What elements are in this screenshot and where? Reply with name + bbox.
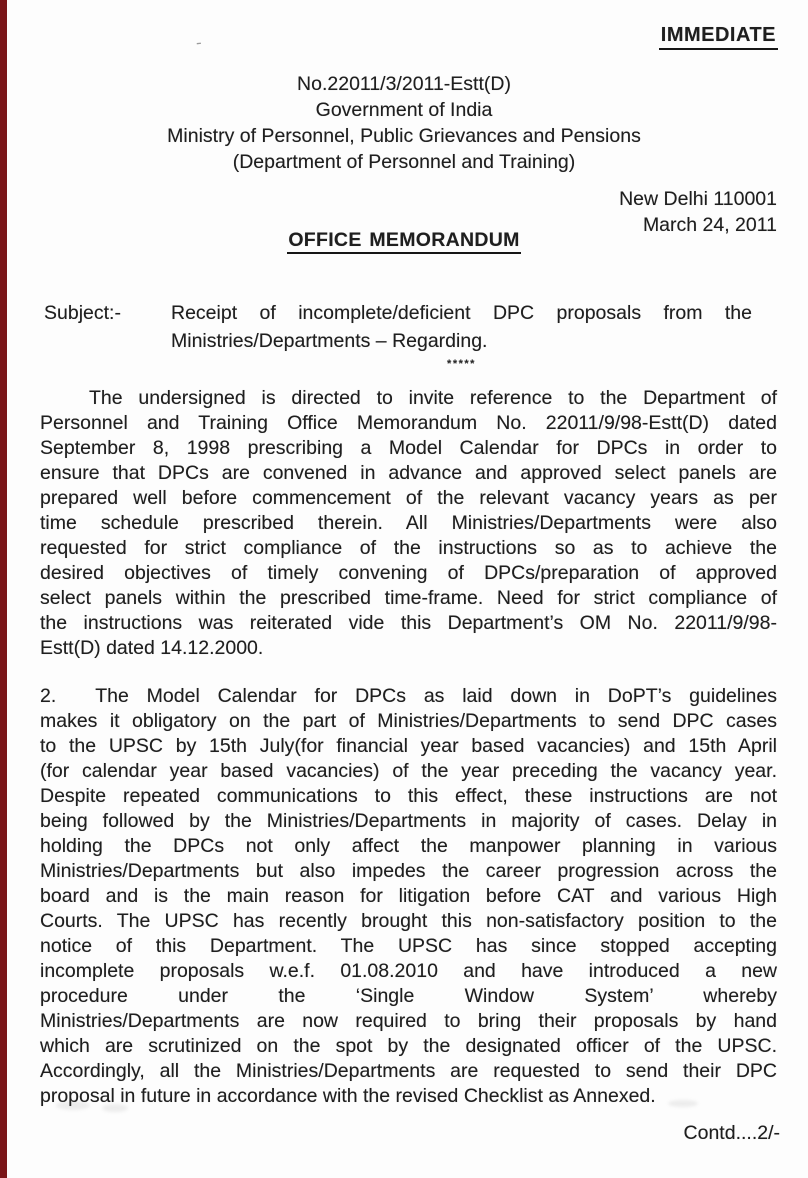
text-line: Ministries/Departments are now required to bring their proposals by hand	[40, 1010, 777, 1032]
text-line: select panels within the prescribed time-frame. Need for strict compliance of	[40, 587, 777, 609]
subject-text	[171, 299, 752, 369]
text-line: The undersigned is directed to invite reference to the Department of	[89, 387, 777, 409]
text-line: board and is the main reason for litigation before CAT and various High	[40, 885, 777, 907]
continuation-note: Contd....2/-	[683, 1122, 780, 1144]
text-line: 2. The Model Calendar for DPCs as laid down in DoPT’s guidelines	[40, 685, 777, 707]
text-line: (for calendar year based vacancies) of the year preceding the vacancy year.	[40, 760, 777, 782]
text-line: desired objectives of timely convening of DPCs/preparation of approved	[40, 562, 777, 584]
text-line: proposal in future in accordance with the revised Checklist as Annexed.	[40, 1085, 656, 1107]
text-line: being followed by the Ministries/Departments in majority of cases. Delay in	[40, 810, 777, 832]
text-line: requested for strict compliance of the instructions so as to achieve the	[40, 537, 777, 559]
scan-edge-bar	[0, 0, 7, 1178]
letterhead	[0, 71, 808, 175]
text-line: Courts. The UPSC has recently brought this non-satisfactory position to the	[40, 910, 777, 932]
government-line: Government of India	[315, 99, 493, 121]
text-line: makes it obligatory on the part of Ministries/Departments to send DPC cases	[40, 710, 777, 732]
text-line: Ministries/Departments but also impedes the career progression across the	[40, 860, 777, 882]
paragraph-2	[40, 684, 777, 1109]
text-line: procedure under the ‘Single Window System’ whereby	[40, 985, 777, 1007]
subject-block	[44, 299, 756, 369]
scan-stray-mark: -	[194, 32, 203, 53]
document-title-wrap	[0, 229, 808, 252]
asterisk-separator: *****	[447, 358, 476, 370]
text-line: incomplete proposals w.e.f. 01.08.2010 and have introduced a new	[40, 960, 777, 982]
text-line: Ministries/Departments – Regarding.	[171, 330, 488, 352]
text-line: Personnel and Training Office Memorandum No. 22011/9/98-Estt(D) dated	[40, 412, 777, 434]
text-line: ensure that DPCs are convened in advance and approved select panels are	[40, 462, 777, 484]
text-line: Accordingly, all the Ministries/Departments are requested to send their DPC	[40, 1060, 777, 1082]
reference-number: No.22011/3/2011-Estt(D)	[297, 73, 511, 95]
date-line: March 24, 2011	[642, 213, 777, 236]
text-line: Estt(D) dated 14.12.2000.	[40, 637, 264, 659]
scan-smudge	[56, 1101, 90, 1110]
scan-smudge	[668, 1100, 698, 1107]
text-line: Despite repeated communications to this effect, these instructions are not	[40, 785, 777, 807]
text-line: Receipt of incomplete/deficient DPC proposals from the	[171, 302, 752, 324]
text-line: prepared well before commencement of the relevant vacancy years as per	[40, 487, 777, 509]
subject-label: Subject:-	[44, 302, 121, 324]
text-line: time schedule prescribed therein. All Ministries/Departments were also	[40, 512, 777, 534]
text-line: which are scrutinized on the spot by the designated officer of the UPSC.	[40, 1035, 777, 1057]
paragraph-1	[40, 386, 777, 661]
scan-smudge	[102, 1104, 128, 1112]
text-line: the instructions was reiterated vide this Department’s OM No. 22011/9/98-	[40, 612, 777, 634]
document-title: OFFICE MEMORANDUM	[287, 229, 520, 254]
place-line: New Delhi 110001	[619, 188, 777, 210]
text-line: September 8, 1998 prescribing a Model Calendar for DPCs in order to	[40, 437, 777, 459]
text-line: notice of this Department. The UPSC has since stopped accepting	[40, 935, 777, 957]
text-line: to the UPSC by 15th July(for financial year based vacancies) and 15th April	[40, 735, 777, 757]
text-line: holding the DPCs not only affect the manpower planning in various	[40, 835, 777, 857]
department-line: (Department of Personnel and Training)	[232, 151, 576, 173]
ministry-line: Ministry of Personnel, Public Grievances and Pensions	[167, 125, 641, 147]
priority-label: IMMEDIATE	[659, 24, 778, 50]
memo-body	[40, 386, 777, 1109]
